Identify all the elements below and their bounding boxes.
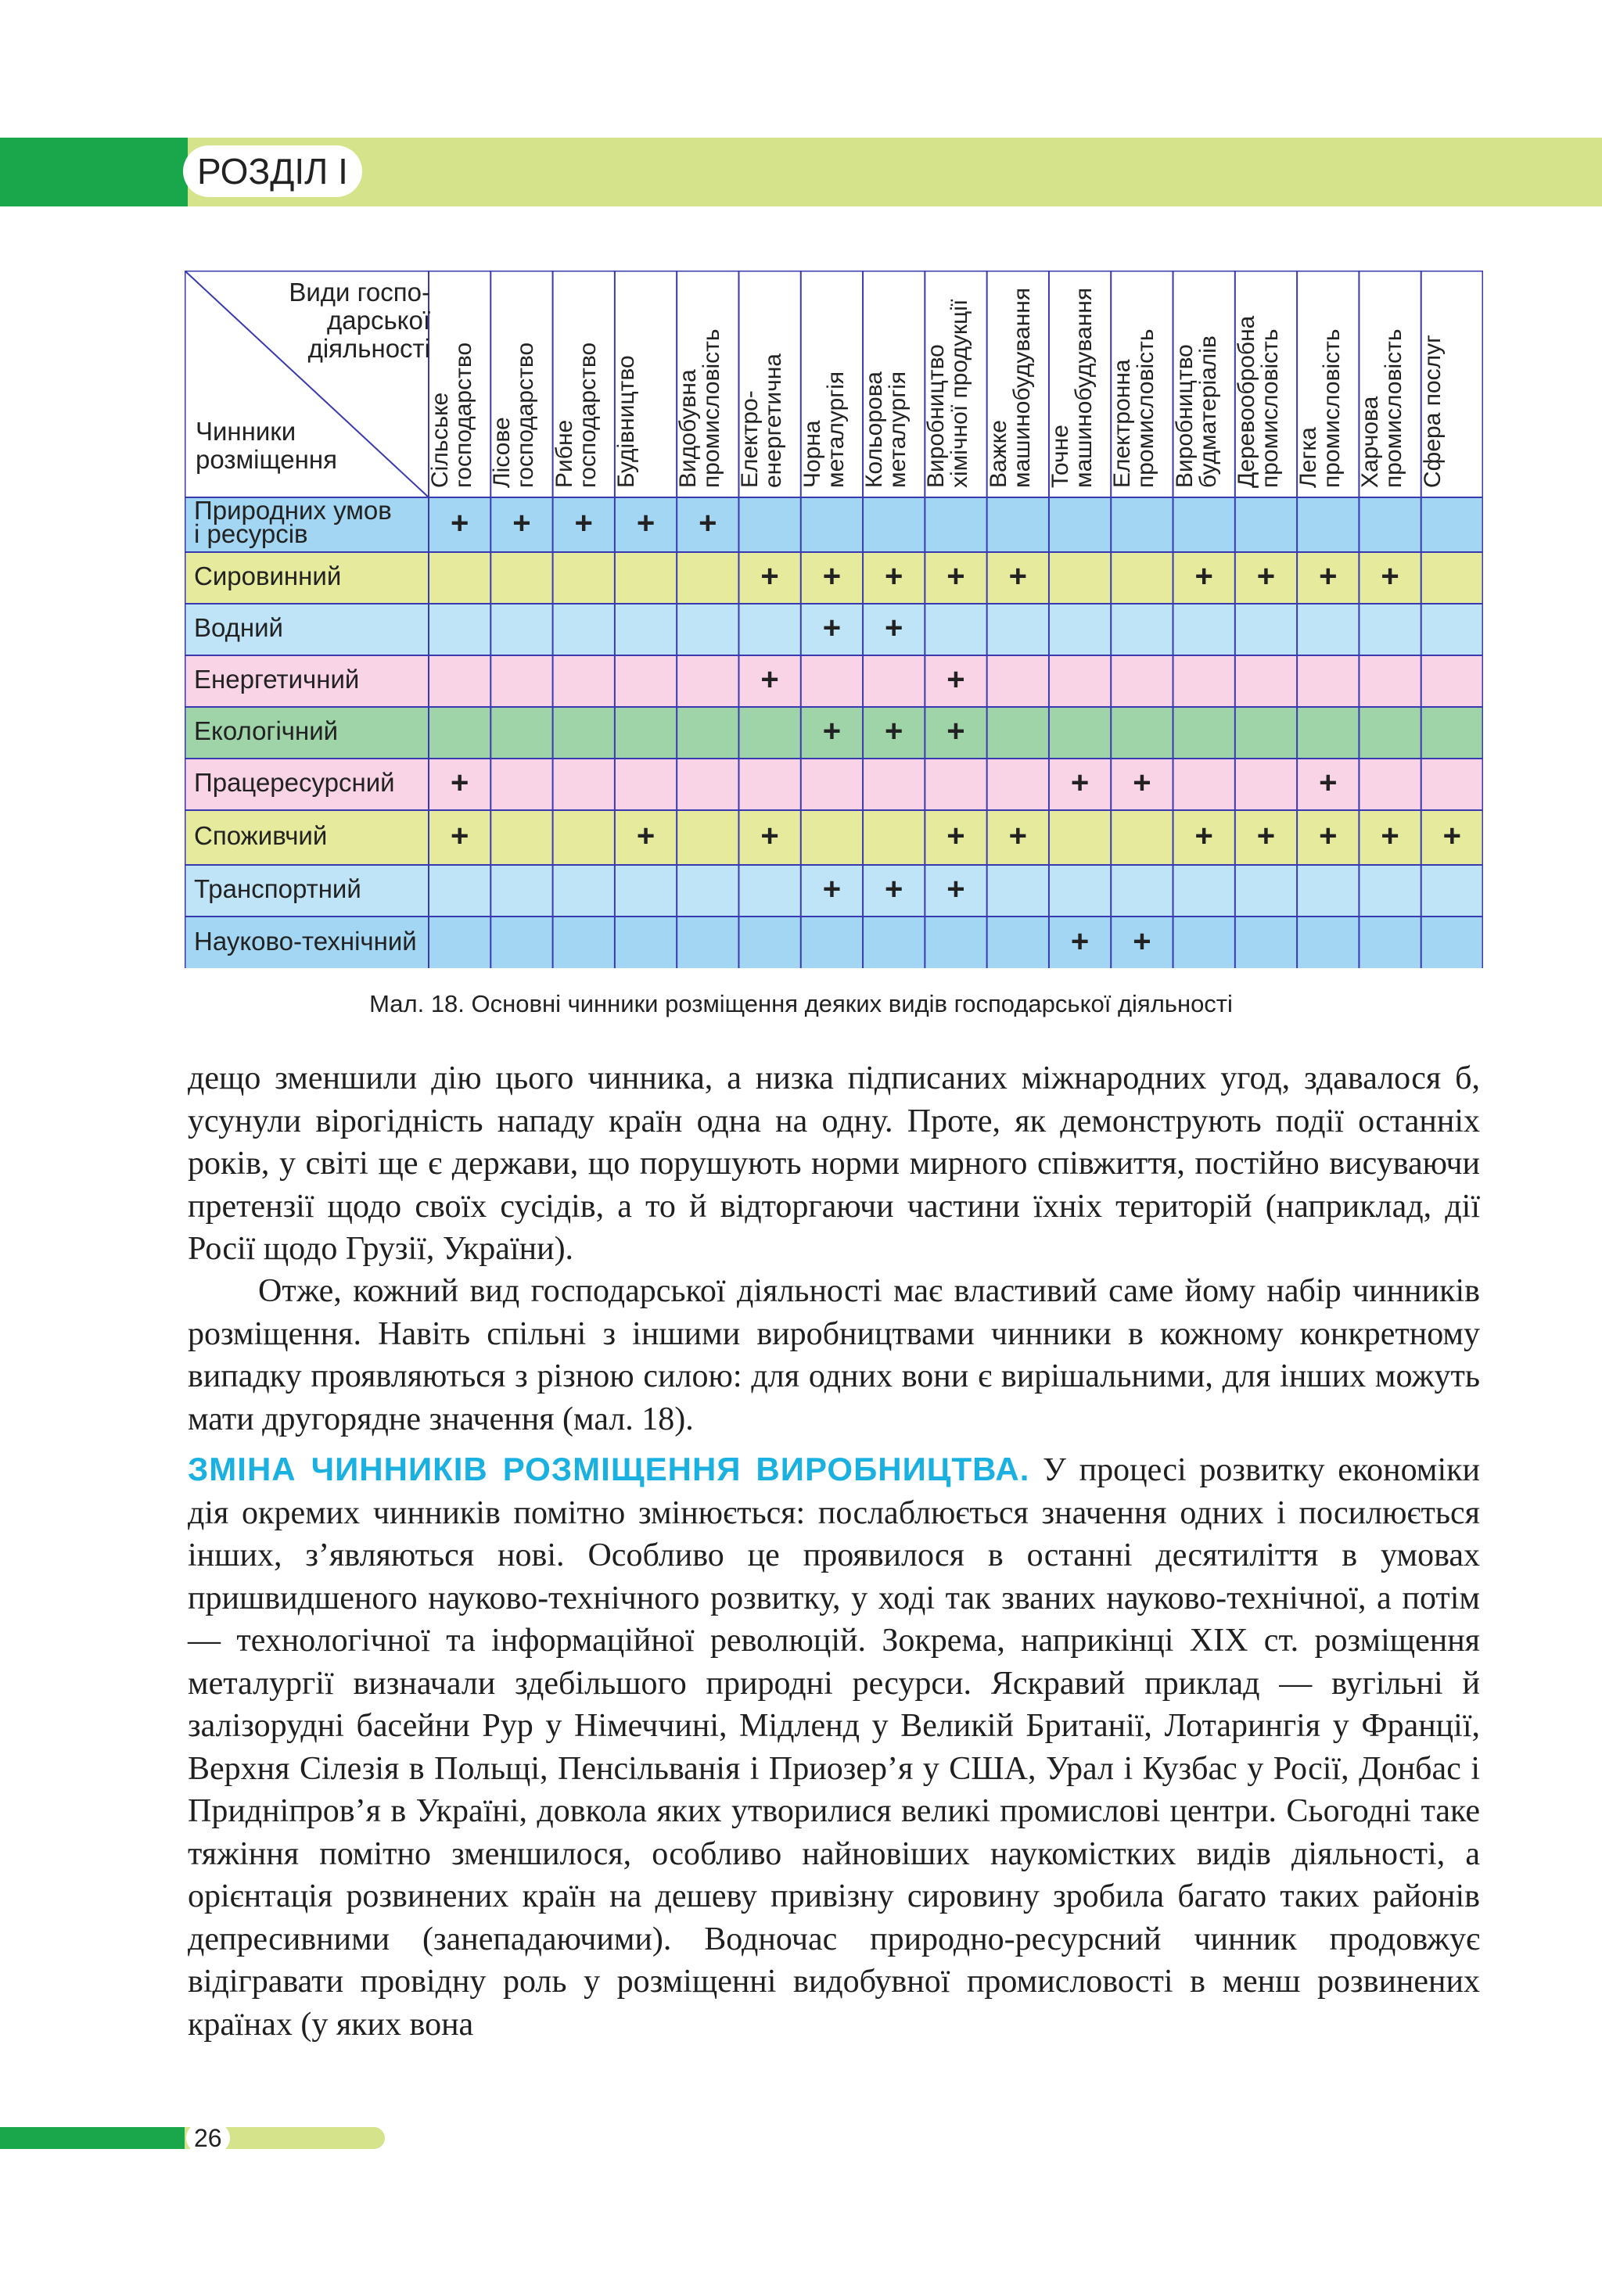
paragraph-3-text: У процесі розвитку економіки дія окремих чинників помітно змінюється: послаблюється значення одних і посилюється інших, з’являються нові. Особливо це проявилося в останні десятиліття в умовах пришвидшеного науково-технічного розвитку, у ході так званих науково-технічної, а потім — технологічної та інформаційної революцій. Зокрема, наприкінці XIX ст. розміщення металургії визначали здебільшого природні ресурси. Яскравий приклад — вугільні й залізорудні басейни Рур у Німеччині, Мідленд у Великій Британії, Лотарингія у Франції, Верхня Сілезія в Польщі, Пенсільванія і Приозер’я у США, Урал і Кузбас у Росії, Донбас і Придніпров’я в Україні, довкола яких утворилися великі промислові центри. Сьогодні таке тяжіння помітно зменшилося, особливо найновіших наукомістких видів діяльності, а орієнтація розвинених країн на дешеву привізну сировину зробила багато таких районів депресивними (занепадаючими). Водночас природно-ресурсний чинник продовжує відігравати провідну роль у розміщенні видобувної промисловості в менш розвинених країнах (у яких вона (188, 1452, 1480, 2043)
factor-mark: + (885, 559, 903, 594)
factor-mark: + (1381, 819, 1399, 853)
corner-header-factors: Чинники розміщення (196, 417, 337, 474)
column-header (863, 271, 925, 497)
factor-mark: + (946, 662, 965, 697)
column-header-label: Точне машинобудування (1047, 287, 1097, 488)
factor-mark: + (450, 819, 469, 853)
factor-mark: + (1442, 819, 1462, 853)
column-header (612, 271, 677, 497)
column-header (429, 271, 490, 497)
column-header-label: Електро- енергетична (737, 353, 787, 488)
row-label: Екологічний (194, 716, 339, 745)
factor-mark: + (885, 872, 903, 906)
figure-caption: Мал. 18. Основні чинники розміщення деяких видів господарської діяльності (369, 990, 1233, 1017)
column-header (925, 271, 986, 497)
header-green-band (0, 138, 188, 206)
factors-table (185, 271, 1483, 968)
factor-mark: + (885, 611, 903, 645)
column-header-label: Легка промисловість (1295, 328, 1345, 488)
factor-mark: + (822, 714, 842, 748)
paragraph-2: Отже, кожний вид господарської діяльності має властивий саме йому набір чинників розміщення. Навіть спільні з іншими виробництвами чинники в кожному конкретному випадку проявляються з різною силою: для одних вони є вирішальними, для інших можуть мати другорядне значення (мал. 18). (188, 1273, 1480, 1437)
row-label: Науково-технічний (194, 927, 417, 956)
column-header-label: Чорна металургія (799, 371, 849, 488)
column-header-label: Видобувна промисловість (675, 328, 725, 488)
paragraph-1: дещо зменшили дію цього чинника, а низка підписаних міжнародних угод, здавалося б, усунули вірогідність нападу країн одна на одну. Проте, як демонструють події останніх років, у світі ще є держави, що порушують норми мирного співжиття, постійно висуваючи претензії щодо своїх сусідів, а то й відторгаючи частини їхніх територій (наприклад, дії Росії щодо Грузії, України). (188, 1060, 1480, 1267)
row-label: Водний (194, 613, 283, 642)
column-header (1421, 271, 1483, 497)
factor-mark: + (1133, 924, 1151, 959)
factor-mark: + (822, 611, 842, 645)
factor-mark: + (760, 819, 779, 853)
paragraph-3 (188, 1448, 1480, 2046)
column-header (1173, 271, 1235, 497)
column-header-label: Електронна промисловість (1109, 328, 1159, 488)
factor-mark: + (450, 766, 469, 800)
column-header (1111, 271, 1173, 497)
column-header-label: Виробництво будматеріалів (1171, 335, 1221, 488)
column-header (1359, 271, 1421, 497)
footer-green-band (0, 2127, 185, 2149)
factor-mark: + (885, 714, 903, 748)
factor-mark: + (760, 559, 779, 594)
factor-mark: + (822, 872, 842, 906)
row-label: Сировинний (194, 561, 342, 590)
column-header-label: Будівництво (612, 355, 639, 488)
factor-mark: + (1319, 819, 1338, 853)
column-header (738, 271, 800, 497)
factor-mark: + (574, 506, 593, 540)
row-background (185, 655, 1483, 707)
column-header-label: Сфера послуг (1419, 334, 1446, 488)
page-number: 26 (186, 2122, 230, 2154)
factor-mark: + (822, 559, 842, 594)
factor-mark: + (760, 662, 779, 697)
column-header-label: Виробництво хімічної продукції (923, 299, 973, 488)
factor-mark: + (1256, 559, 1276, 594)
row-label: Транспортний (194, 874, 361, 903)
column-header (1235, 271, 1297, 497)
factor-mark: + (1070, 766, 1090, 800)
column-header-label: Харчова промисловість (1357, 328, 1407, 488)
section-label: РОЗДІЛ І (183, 145, 362, 197)
factor-mark: + (1194, 819, 1213, 853)
factor-mark: + (946, 714, 965, 748)
factor-mark: + (1070, 924, 1090, 959)
column-header-label: Деревообробна промисловість (1233, 315, 1283, 488)
factor-mark: + (946, 872, 965, 906)
factor-mark: + (512, 506, 531, 540)
row-label: Працересурсний (194, 768, 395, 797)
factor-mark: + (699, 506, 717, 540)
column-header-label: Кольорова металургія (861, 371, 911, 488)
column-header-label: Сільське господарство (427, 342, 476, 488)
factor-mark: + (1008, 559, 1027, 594)
column-header-label: Важке машинобудування (985, 287, 1035, 488)
factor-mark: + (1319, 559, 1338, 594)
header-lime-band (188, 138, 1602, 206)
column-header-label: Лісове господарство (489, 342, 539, 488)
factor-mark: + (1256, 819, 1276, 853)
column-header (677, 271, 738, 497)
factor-mark: + (1008, 819, 1027, 853)
factor-mark: + (636, 819, 656, 853)
factor-mark: + (1319, 766, 1338, 800)
factor-mark: + (450, 506, 469, 540)
column-header-label: Рибне господарство (551, 342, 601, 488)
factor-mark: + (946, 819, 965, 853)
column-header (987, 271, 1049, 497)
column-header (1297, 271, 1359, 497)
row-label: Природних умов і ресурсів (194, 496, 392, 548)
section-title: ЗМІНА ЧИННИКІВ РОЗМІЩЕННЯ ВИРОБНИЦТВА. (188, 1451, 1030, 1487)
factor-mark: + (946, 559, 965, 594)
column-header (1049, 271, 1111, 497)
factor-mark: + (636, 506, 656, 540)
corner-header-activities: Види госпо- дарської діяльності (289, 278, 430, 363)
row-label: Споживчий (194, 821, 328, 850)
factor-mark: + (1381, 559, 1399, 594)
column-header (553, 271, 615, 497)
factor-mark: + (1133, 766, 1151, 800)
column-header (801, 271, 863, 497)
factor-mark: + (1194, 559, 1213, 594)
row-label: Енергетичний (194, 665, 360, 694)
column-header (490, 271, 552, 497)
